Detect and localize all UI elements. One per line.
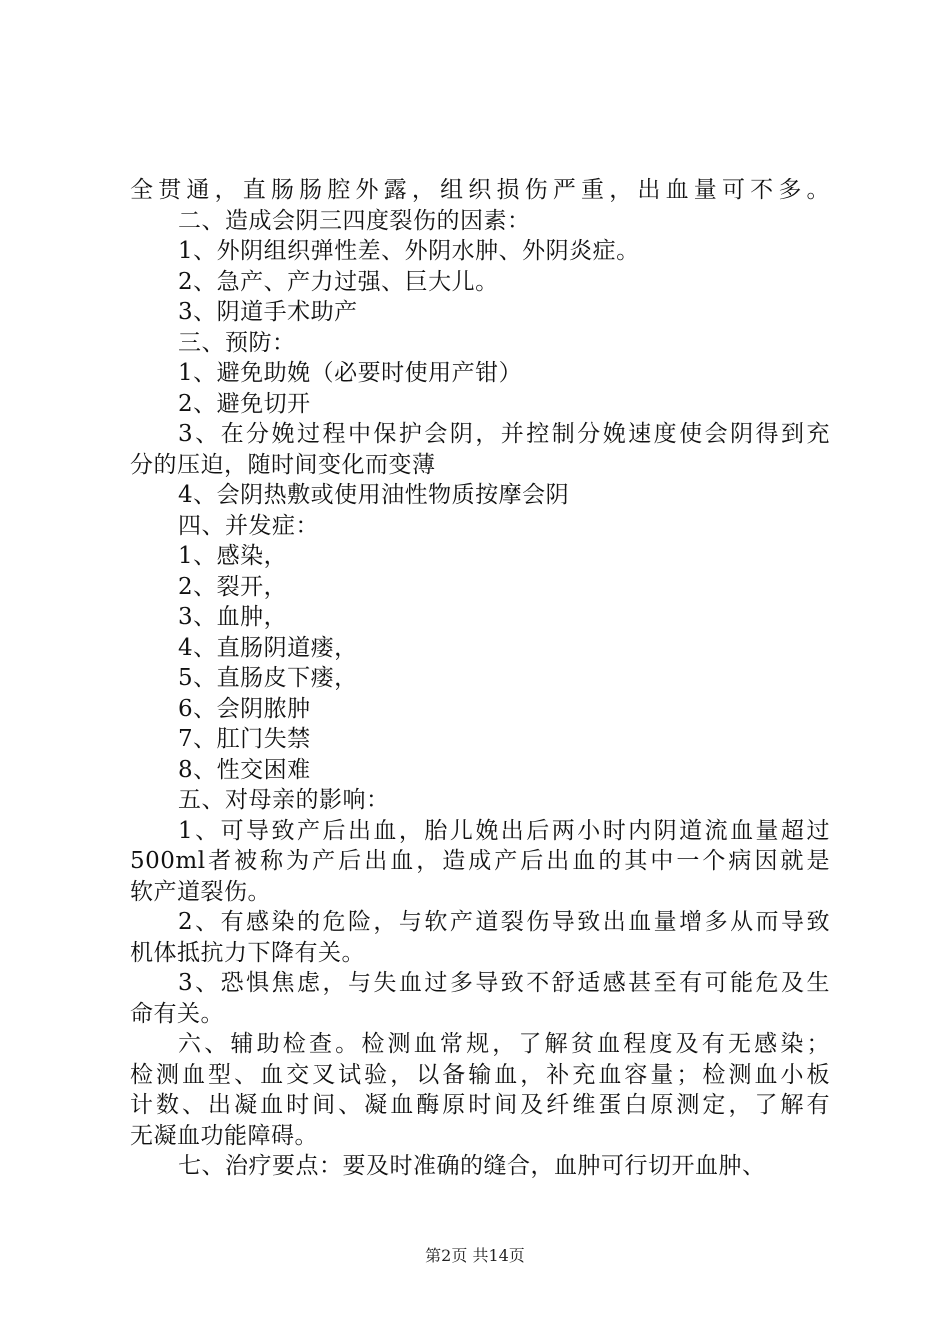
section-heading: 七、治疗要点：要及时准确的缝合，血肿可行切开血肿、 — [178, 1153, 766, 1179]
list-item: 3、在分娩过程中保护会阴，并控制分娩速度使会阴得到充 — [178, 421, 830, 447]
list-item: 7、肛门失禁 — [178, 726, 311, 752]
text-line: 计数、出凝血时间、凝血酶原时间及纤维蛋白原测定，了解有 — [130, 1092, 830, 1118]
list-item: 2、避免切开 — [178, 390, 311, 417]
list-item: 3、血肿， — [178, 604, 288, 630]
section-heading: 三、预防： — [178, 329, 296, 356]
document-body — [130, 175, 830, 1182]
text-line: 检测血型、血交叉试验，以备输血，补充血容量；检测血小板 — [130, 1061, 830, 1088]
list-item: 1、可导致产后出血，胎儿娩出后两小时内阴道流血量超过 — [178, 817, 830, 844]
section-heading: 四、并发症： — [178, 512, 319, 539]
list-item: 4、直肠阴道瘘， — [178, 634, 358, 661]
text-line: 命有关。 — [130, 1000, 224, 1027]
list-item: 2、急产、产力过强、巨大儿。 — [178, 268, 499, 295]
text-line: 500ml者被称为产后出血，造成产后出血的其中一个病因就是 — [130, 848, 830, 874]
text-line: 机体抵抗力下降有关。 — [130, 939, 365, 966]
list-item: 5、直肠皮下瘘， — [178, 665, 358, 691]
list-item: 8、性交困难 — [178, 756, 311, 783]
list-item: 2、裂开， — [178, 573, 288, 600]
list-item: 4、会阴热敷或使用油性物质按摩会阴 — [178, 482, 570, 508]
list-item: 6、会阴脓肿 — [178, 695, 311, 722]
text-line: 无凝血功能障碍。 — [130, 1122, 318, 1149]
list-item: 3、阴道手术助产 — [178, 299, 358, 325]
page-footer: 第2页 共14页 — [425, 1246, 525, 1265]
text-line: 软产道裂伤。 — [130, 878, 271, 905]
list-item: 1、避免助娩（必要时使用产钳） — [178, 360, 523, 386]
text-line: 分的压迫，随时间变化而变薄 — [130, 451, 436, 478]
list-item: 1、感染， — [178, 543, 288, 569]
list-item: 1、外阴组织弹性差、外阴水肿、外阴炎症。 — [178, 238, 640, 264]
section-heading: 六、辅助检查。检测血常规，了解贫血程度及有无感染； — [178, 1031, 830, 1057]
list-item: 2、有感染的危险，与软产道裂伤导致出血量增多从而导致 — [178, 909, 830, 935]
list-item: 3、恐惧焦虑，与失血过多导致不舒适感甚至有可能危及生 — [178, 970, 830, 996]
section-heading: 五、对母亲的影响： — [178, 787, 390, 813]
text-line: 全贯通，直肠肠腔外露，组织损伤严重，出血量可不多。 — [130, 177, 830, 203]
section-heading: 二、造成会阴三四度裂伤的因素： — [178, 207, 531, 234]
